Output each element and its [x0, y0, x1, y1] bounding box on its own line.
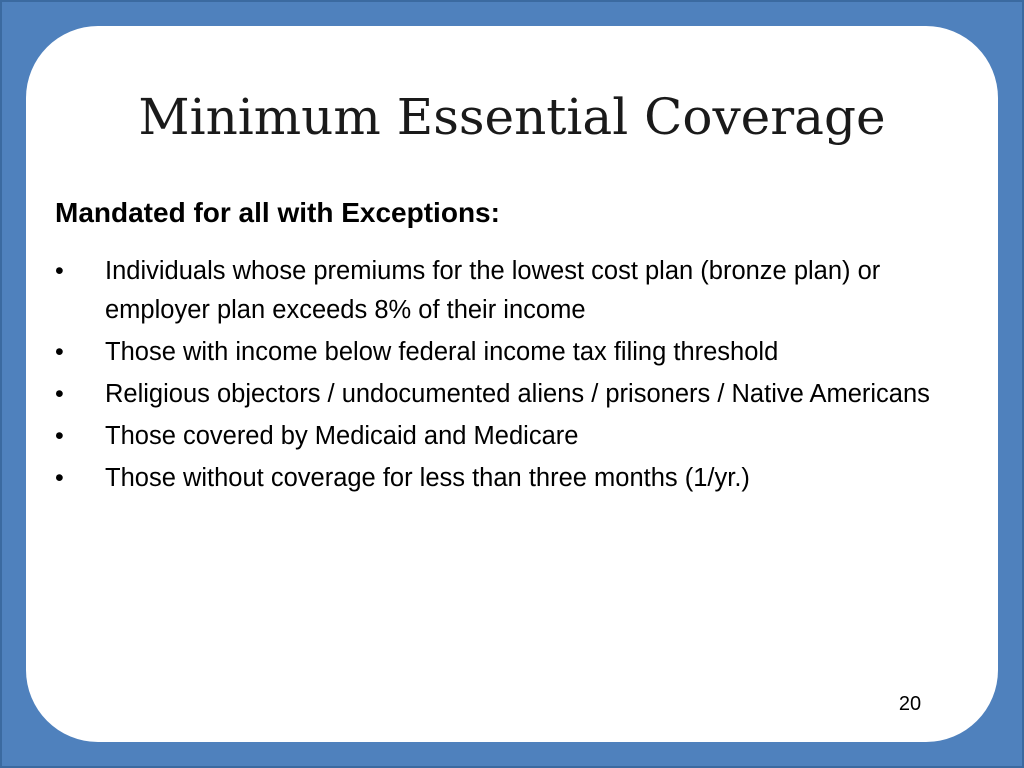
exceptions-list — [55, 252, 985, 501]
list-item — [55, 417, 985, 456]
list-item-text: Those with income below federal income tax filing threshold — [105, 338, 779, 366]
bullet-icon: • — [55, 380, 64, 408]
list-item-text: Those covered by Medicaid and Medicare — [105, 422, 579, 450]
bullet-icon: • — [55, 422, 64, 450]
section-subheading: Mandated for all with Exceptions: — [55, 197, 500, 228]
slide-title: Minimum Essential Coverage — [138, 88, 886, 146]
list-item-text: Individuals whose premiums for the lowest cost plan (bronze plan) or employer plan exceeds 8% of their income — [105, 257, 881, 324]
bullet-icon: • — [55, 464, 64, 492]
list-item — [55, 333, 985, 372]
page-number: 20 — [898, 693, 922, 715]
list-item — [55, 375, 985, 414]
list-item-text: Those without coverage for less than three months (1/yr.) — [105, 464, 750, 492]
bullet-icon: • — [55, 338, 64, 366]
bullet-icon: • — [55, 257, 64, 285]
list-item — [55, 252, 985, 330]
list-item-text: Religious objectors / undocumented aliens / prisoners / Native Americans — [105, 380, 930, 408]
list-item — [55, 459, 985, 498]
